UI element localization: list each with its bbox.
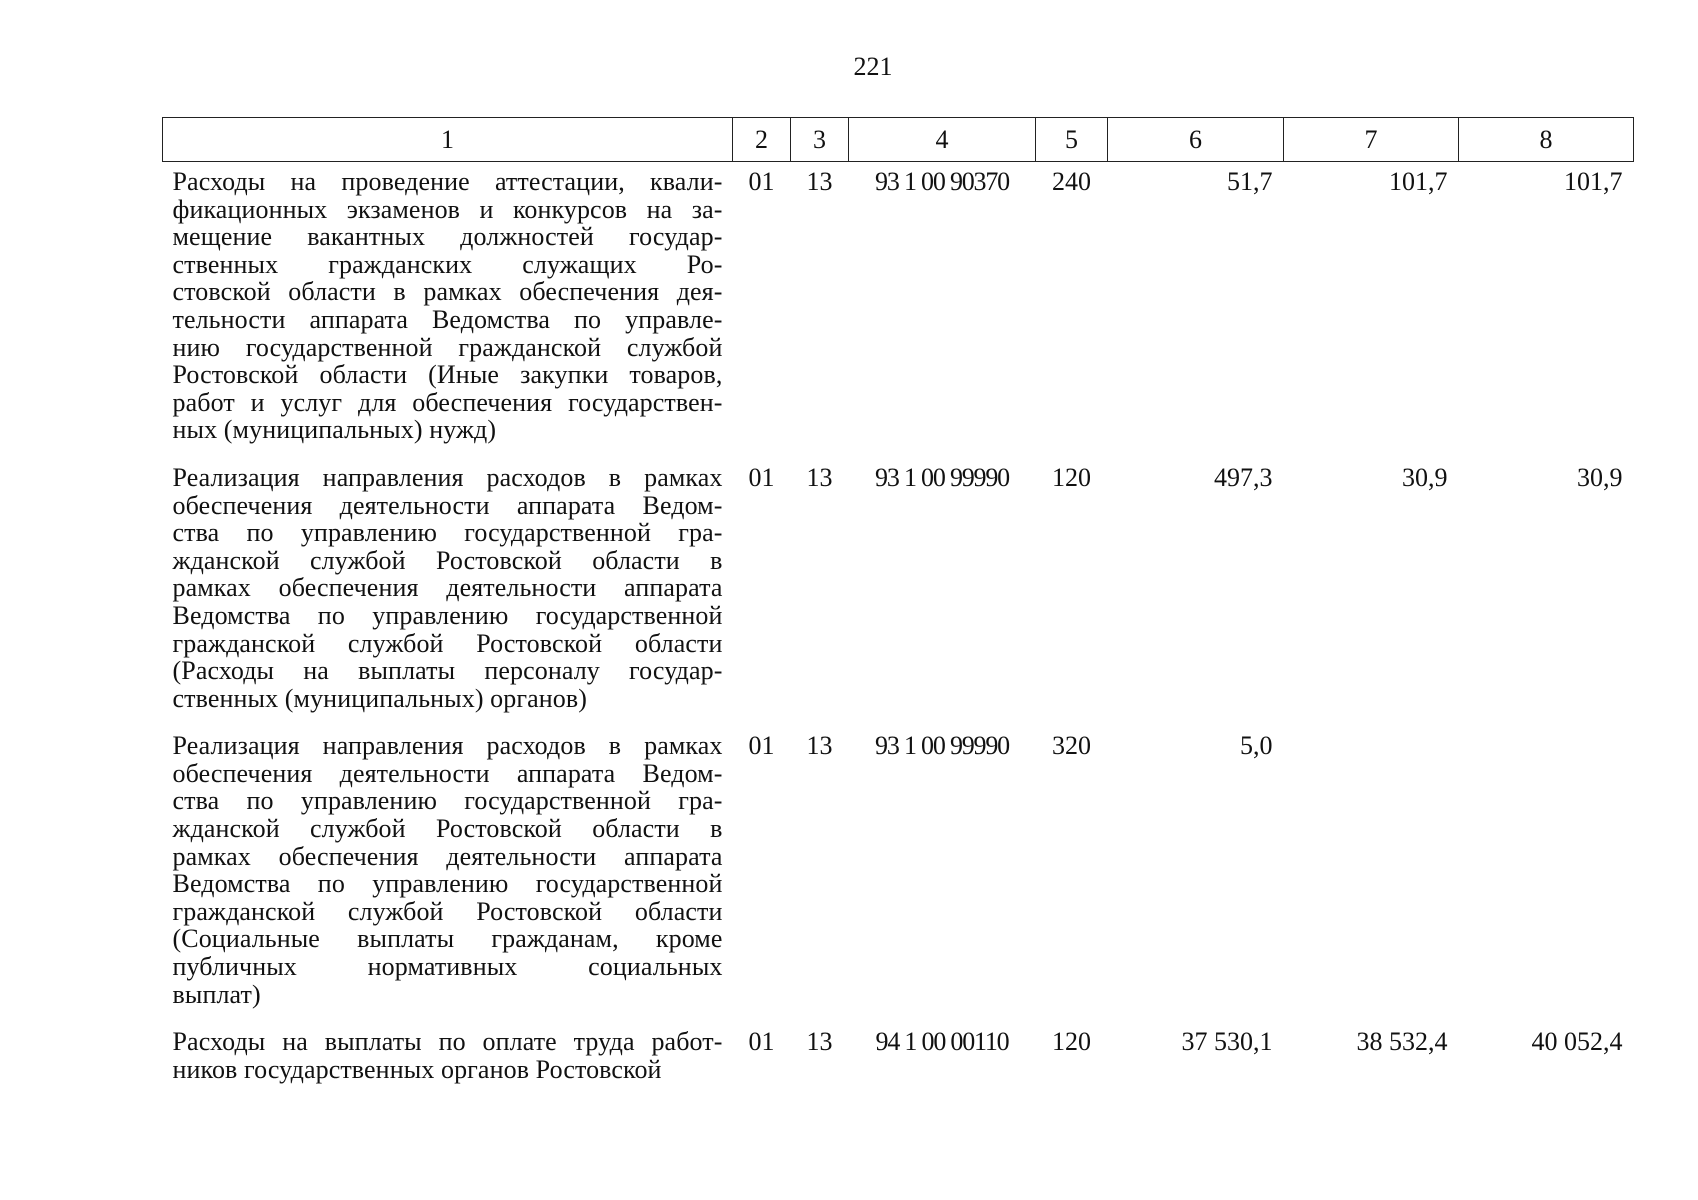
description-line: обеспечения деятельности аппарата Ведом- [172,758,723,788]
description-line: фикационных экзаменов и конкурсов на за- [172,194,723,224]
description-line: Ведомства по управлению государственной [172,600,723,630]
column-header: 4 [849,118,1036,162]
expense-type-code: 320 [1052,731,1091,761]
row-spacer [163,444,1634,458]
description-line: Расходы на выплаты по оплате труда работ- [172,1027,723,1057]
description-line: Реализация направления расходов в рамках [172,462,723,492]
description-line: Ростовской области (Иные закупки товаров, [172,360,723,390]
table-row [163,726,1634,1008]
column-header: 5 [1036,118,1108,162]
subsection-code: 13 [806,167,833,196]
amount-col-6: 37 530,1 [1181,1027,1273,1057]
amount-col-8 [1459,726,1634,1008]
description-line: жданской службой Ростовской области в [172,545,723,575]
amount-col-8: 30,9 [1577,462,1623,492]
amount-col-7 [1284,726,1459,1008]
description-line: выплат) [172,979,261,1009]
row-description [163,162,733,444]
expense-type-code: 240 [1052,167,1091,196]
description-line: Ведомства по управлению государственной [172,869,723,899]
amount-col-6: 5,0 [1240,731,1273,761]
description-line: рамках обеспечения деятельности аппарата [172,841,723,871]
row-spacer [163,712,1634,726]
column-header: 7 [1284,118,1459,162]
amount-col-6: 497,3 [1214,462,1273,492]
target-article-code: 93 1 00 99990 [875,731,1009,761]
amount-col-8: 101,7 [1564,167,1623,196]
description-line: ства по управлению государственной гра- [172,786,723,816]
row-spacer [163,1008,1634,1022]
description-line: обеспечения деятельности аппарата Ведом- [172,490,723,520]
subsection-code: 13 [806,462,833,492]
description-line: гражданской службой Ростовской области [172,628,723,658]
subsection-code: 13 [806,731,833,761]
description-line: публичных нормативных социальных [172,952,723,982]
description-line: Расходы на проведение аттестации, квали- [172,167,723,196]
description-line: гражданской службой Ростовской области [172,896,723,926]
section-code: 01 [748,1027,775,1057]
description-line: Реализация направления расходов в рамках [172,731,723,761]
description-line: тельности аппарата Ведомства по управле- [172,304,723,334]
amount-col-8: 40 052,4 [1531,1027,1623,1057]
target-article-code: 93 1 00 90370 [875,167,1009,196]
description-line: ства по управлению государственной гра- [172,518,723,548]
subsection-code: 13 [806,1027,833,1057]
budget-table [162,117,1634,1083]
target-article-code: 94 1 00 00110 [875,1027,1009,1057]
column-header: 1 [163,118,733,162]
header-row [163,118,1634,162]
description-line: ственных (муниципальных) органов) [172,683,588,713]
table-row [163,162,1634,444]
target-article-code: 93 1 00 99990 [875,462,1009,492]
amount-col-7: 30,9 [1402,462,1448,492]
table-row [163,1022,1634,1083]
section-code: 01 [748,167,775,196]
column-header: 3 [791,118,849,162]
amount-col-6: 51,7 [1227,167,1273,196]
amount-col-7: 101,7 [1389,167,1448,196]
row-description [163,1022,733,1083]
description-line: жданской службой Ростовской области в [172,814,723,844]
description-line: (Расходы на выплаты персоналу государ- [172,656,723,686]
amount-col-7: 38 532,4 [1356,1027,1448,1057]
description-line: (Социальные выплаты гражданам, кроме [172,924,723,954]
row-description [163,726,733,1008]
expense-type-code: 120 [1052,462,1091,492]
column-header: 2 [733,118,791,162]
description-line: ников государственных органов Ростовской [172,1054,662,1084]
section-code: 01 [748,462,775,492]
expense-type-code: 120 [1052,1027,1091,1057]
row-description [163,458,733,712]
description-line: рамках обеспечения деятельности аппарата [172,573,723,603]
description-line: ных (муниципальных) нужд) [172,415,497,445]
column-header: 6 [1108,118,1284,162]
section-code: 01 [748,731,775,761]
description-line: мещение вакантных должностей государ- [172,222,723,252]
page-number: 221 [853,52,893,81]
column-header: 8 [1459,118,1634,162]
description-line: работ и услуг для обеспечения государствен- [172,387,723,417]
table-row [163,458,1634,712]
description-line: стовской области в рамках обеспечения дея- [172,277,723,307]
description-line: ственных гражданских служащих Ро- [172,249,723,279]
description-line: нию государственной гражданской службой [172,332,723,362]
